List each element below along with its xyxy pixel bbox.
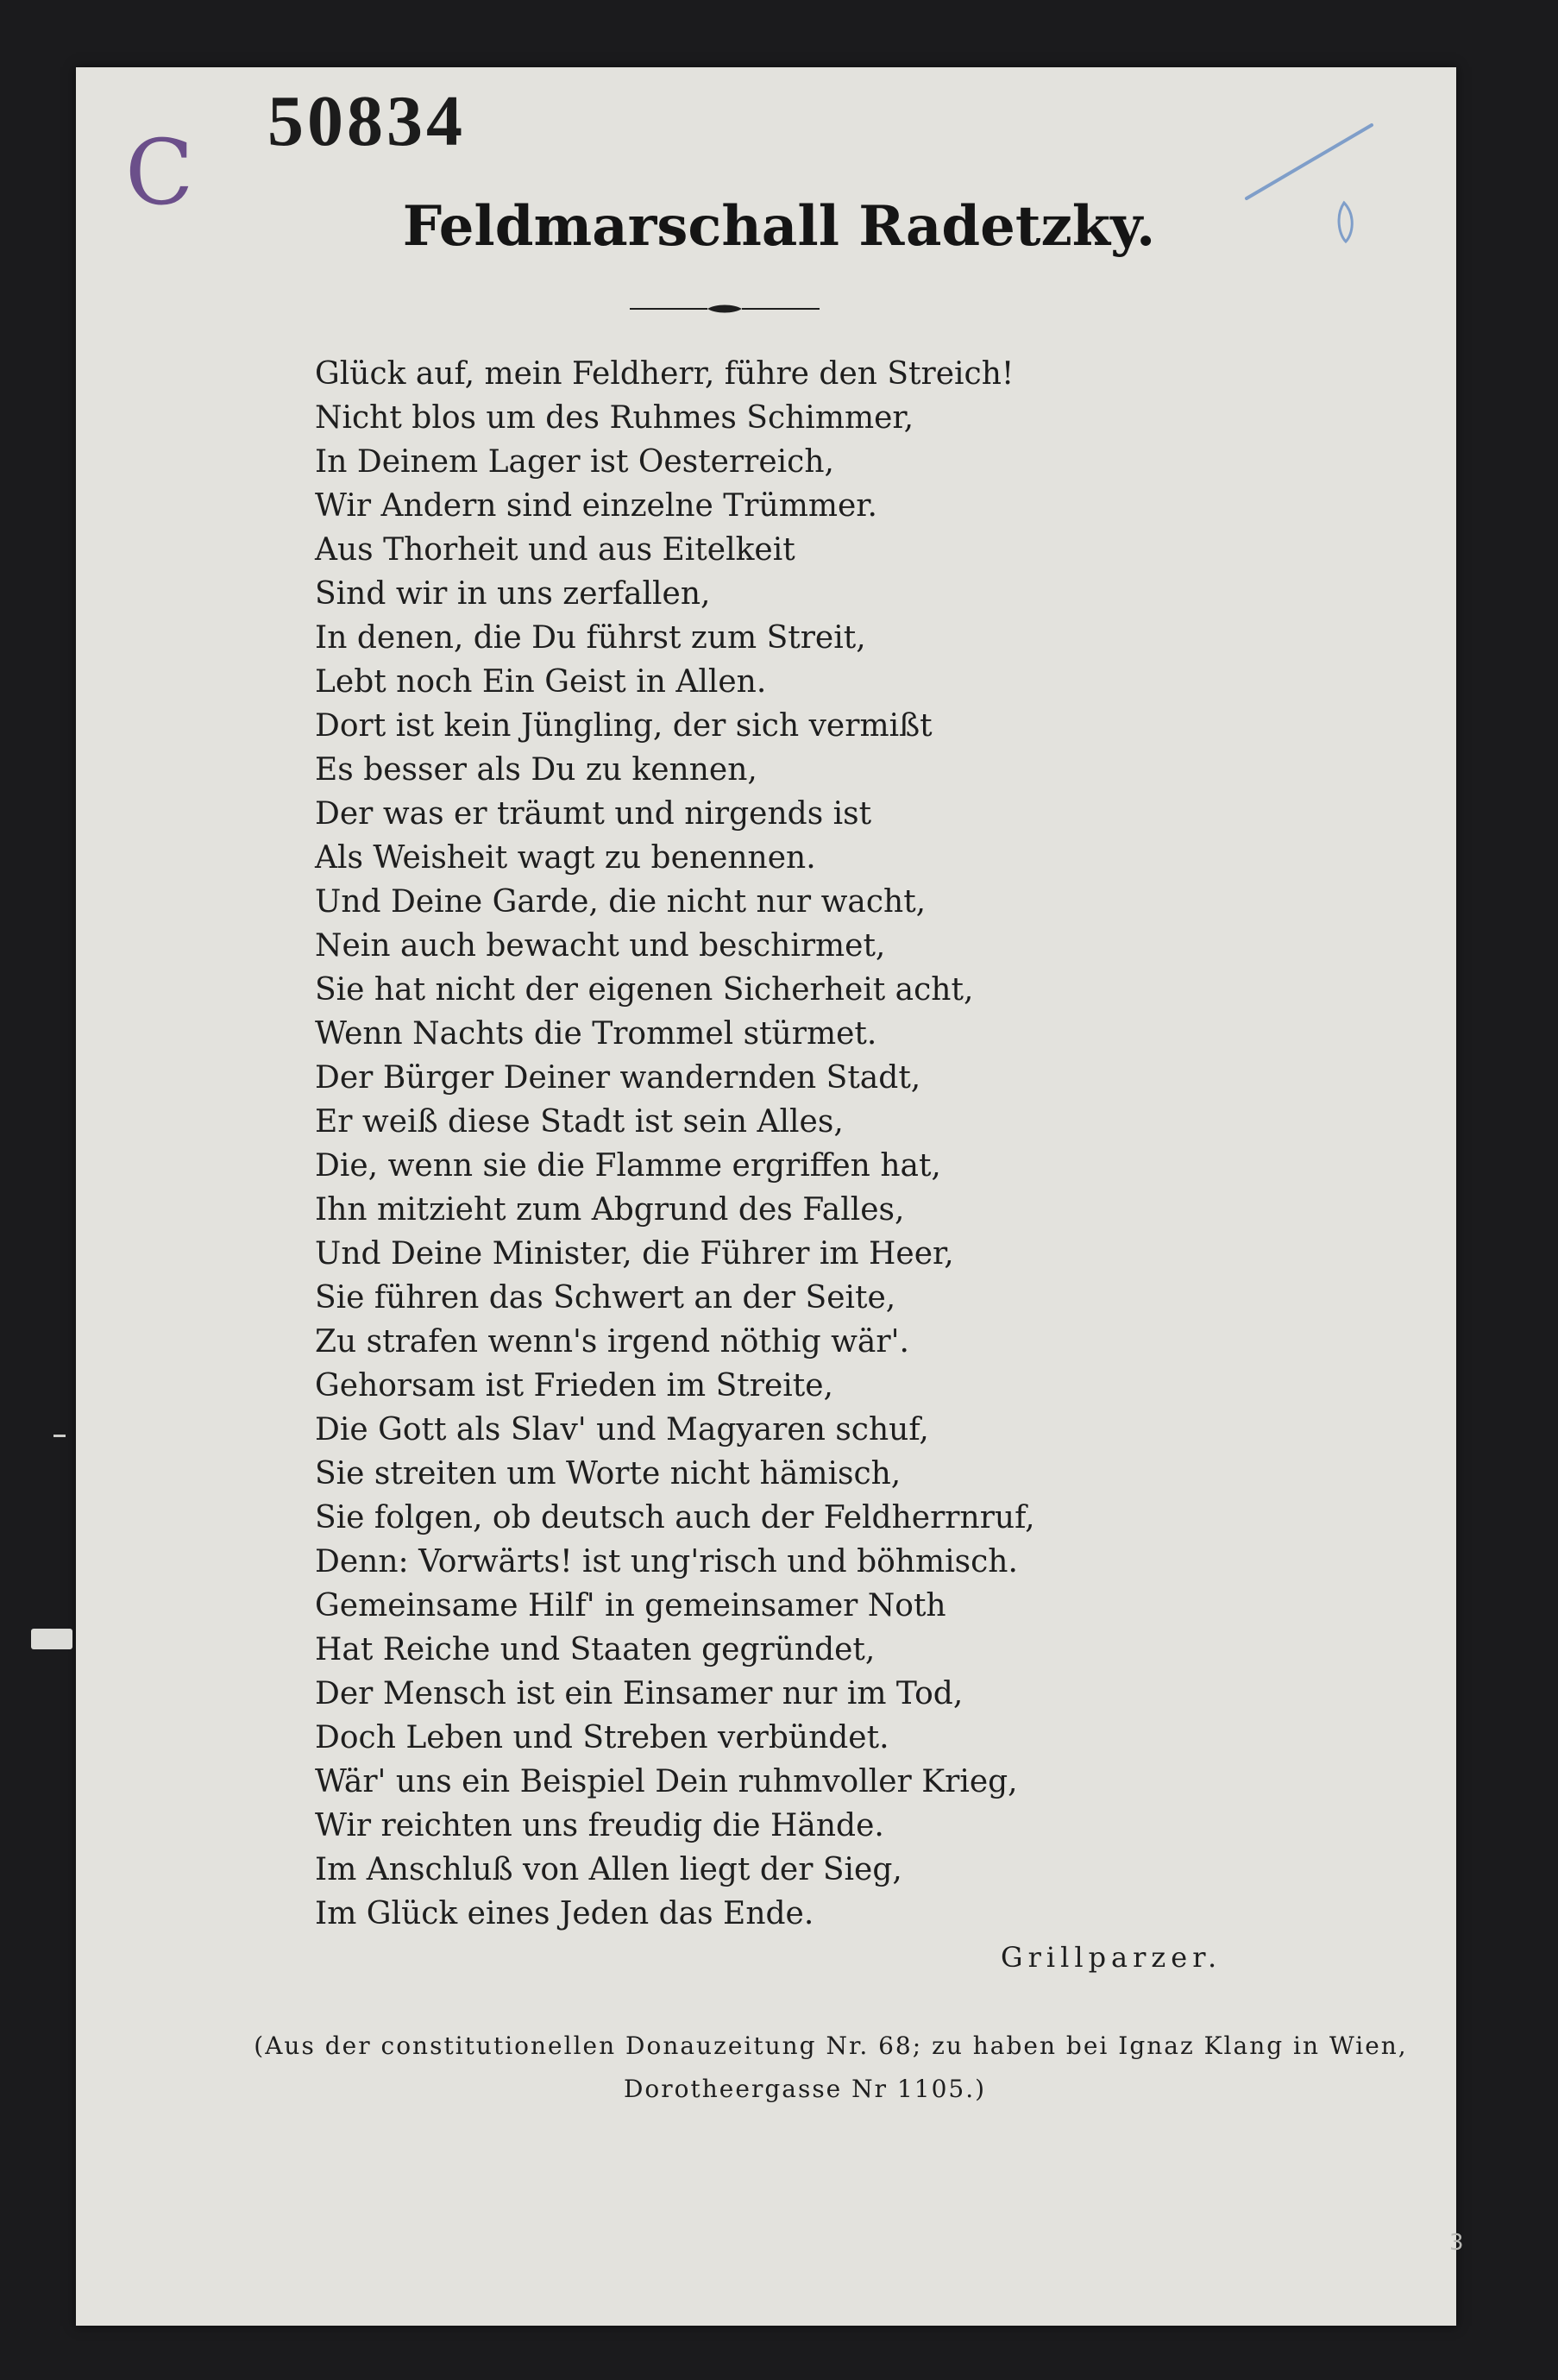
poem-line: Lebt noch Ein Geist in Allen. [315,664,767,700]
stamp-letter: C [125,120,194,225]
poem-body [315,352,1035,1936]
poem-line: Als Weisheit wagt zu benennen. [315,840,816,876]
poem-line: Dort ist kein Jüngling, der sich vermißt [315,708,933,744]
poem-line: Der Bürger Deiner wandernden Stadt, [315,1060,921,1096]
poem-line: Zu strafen wenn's irgend nöthig wär'. [315,1324,909,1360]
corner-mark: 3 [1449,2230,1464,2256]
poem-line: Denn: Vorwärts! ist ung'risch und böhmisch. [315,1544,1018,1579]
poem-line: Sie hat nicht der eigenen Sicherheit acht, [315,972,974,1008]
poem-line: Er weiß diese Stadt ist sein Alles, [315,1104,844,1140]
poem-line: Und Deine Minister, die Führer im Heer, [315,1236,954,1272]
paper-edge-mark [53,1435,66,1437]
poem-line: In denen, die Du führst zum Streit, [315,620,866,656]
author-name: Grillparzer. [1001,1941,1222,1974]
poem-line: Ihn mitzieht zum Abgrund des Falles, [315,1192,905,1228]
accession-number: 50834 [267,81,466,161]
source-note-line-2: Dorotheergasse Nr 1105.) [623,2075,987,2103]
poem-line: Gemeinsame Hilf' in gemeinsamer Noth [315,1588,946,1623]
poem-line: In Deinem Lager ist Oesterreich, [315,444,834,480]
poem-line: Im Anschluß von Allen liegt der Sieg, [315,1852,902,1887]
poem-line: Nein auch bewacht und beschirmet, [315,928,886,964]
poem-line: Es besser als Du zu kennen, [315,752,757,788]
poem-line: Sie folgen, ob deutsch auch der Feldherrnruf, [315,1500,1035,1535]
poem-line: Sind wir in uns zerfallen, [315,576,711,612]
poem-line: Der was er träumt und nirgends ist [315,796,872,832]
ornament-divider-icon [630,302,820,316]
poem-line: Wenn Nachts die Trommel stürmet. [315,1016,877,1052]
page-title: Feldmarschall Radetzky. [402,194,1156,259]
poem-line: Wir reichten uns freudig die Hände. [315,1808,884,1843]
poem-line: Doch Leben und Streben verbündet. [315,1720,889,1755]
poem-line: Wär' uns ein Beispiel Dein ruhmvoller Krieg, [315,1764,1018,1799]
poem-line: Wir Andern sind einzelne Trümmer. [315,488,877,524]
poem-line: Sie streiten um Worte nicht hämisch, [315,1456,902,1491]
poem-line: Sie führen das Schwert an der Seite, [315,1280,896,1316]
poem-line: Hat Reiche und Staaten gegründet, [315,1632,876,1667]
poem-line: Nicht blos um des Ruhmes Schimmer, [315,400,914,436]
poem-line: Und Deine Garde, die nicht nur wacht, [315,884,927,920]
poem-line: Im Glück eines Jeden das Ende. [315,1896,814,1931]
poem-line: Aus Thorheit und aus Eitelkeit [315,532,795,568]
poem-line: Die Gott als Slav' und Magyaren schuf, [315,1412,929,1447]
poem-line: Glück auf, mein Feldherr, führe den Streich! [315,356,1015,392]
poem-line: Gehorsam ist Frieden im Streite, [315,1368,833,1404]
source-note-line-1: (Aus der constitutionellen Donauzeitung Nr. 68; zu haben bei Ignaz Klang in Wien, [254,2031,1408,2060]
poem-line: Der Mensch ist ein Einsamer nur im Tod, [315,1676,964,1711]
paper-tab-remnant [31,1629,72,1649]
poem-line: Die, wenn sie die Flamme ergriffen hat, [315,1148,941,1184]
